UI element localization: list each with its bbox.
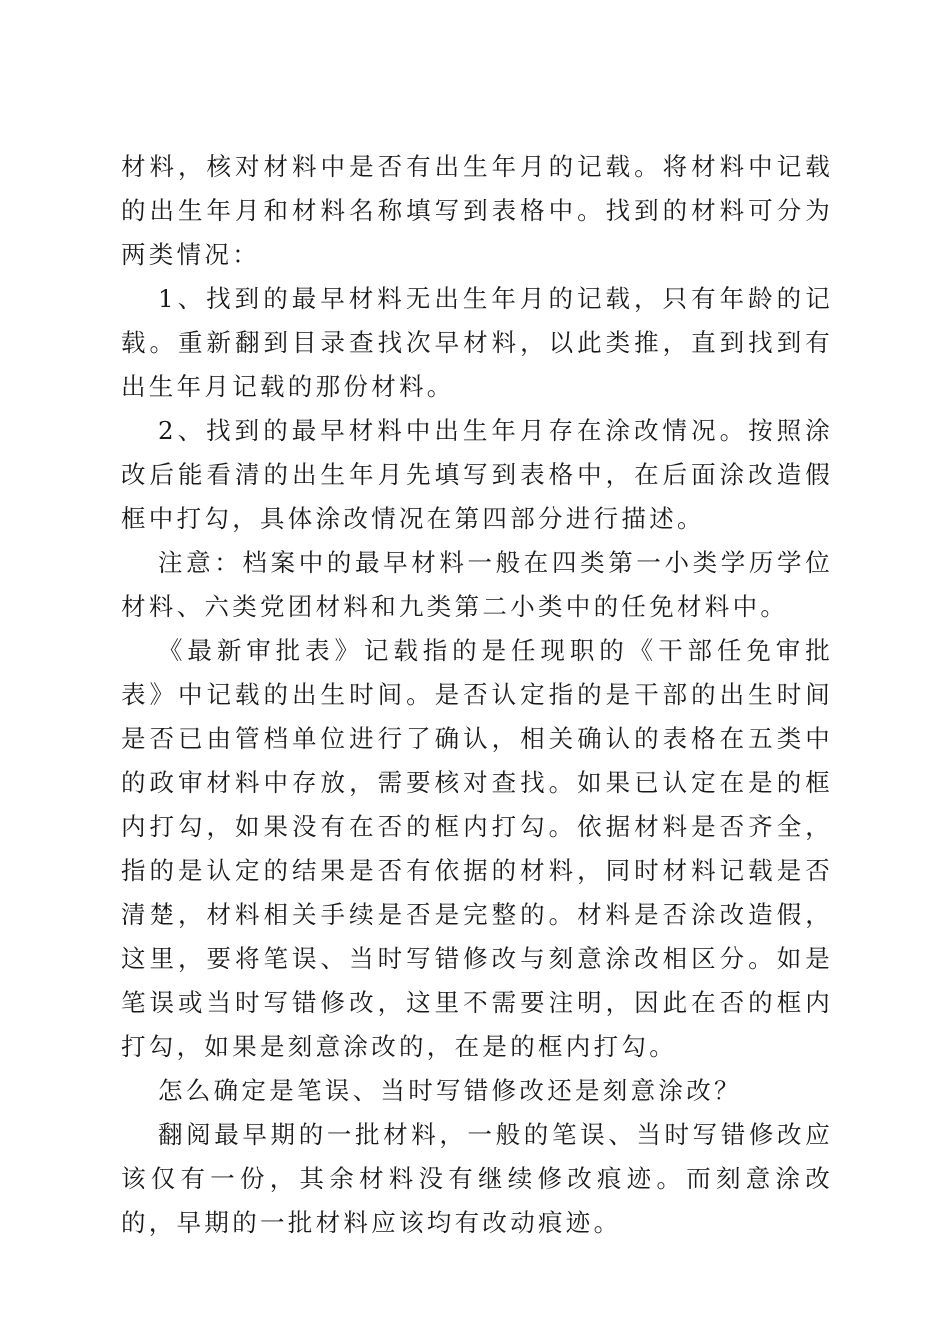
paragraph-continuation: 材料，核对材料中是否有出生年月的记载。将材料中记载的出生年月和材料名称填写到表格中。找到的材料可分为两类情况：: [121, 152, 833, 269]
paragraph-approval-form: 《最新审批表》记载指的是任现职的《干部任免审批表》中记载的出生时间。是否认定指的是干部的出生时间是否已由管档单位进行了确认，相关确认的表格在五类中的政审材料中存放，需要核对查找。如果已认定在是的框内打勾，如果没有在否的框内打勾。依据材料是否齐全，指的是认定的结果是否有依据的材料，同时材料记载是否清楚，材料相关手续是否是完整的。材料是否涂改造假，这里，要将笔误、当时写错修改与刻意涂改相区分。如是笔误或当时写错修改，这里不需要注明，因此在否的框内打勾，如果是刻意涂改的，在是的框内打勾。: [121, 636, 833, 1061]
paragraph-case-2: 2、找到的最早材料中出生年月存在涂改情况。按照涂改后能看清的出生年月先填写到表格中，在后面涂改造假框中打勾，具体涂改情况在第四部分进行描述。: [121, 416, 833, 533]
paragraph-note: 注意：档案中的最早材料一般在四类第一小类学历学位材料、六类党团材料和九类第二小类中的任免材料中。: [121, 548, 833, 621]
paragraph-answer: 翻阅最早期的一批材料，一般的笔误、当时写错修改应该仅有一份，其余材料没有继续修改痕迹。而刻意涂改的，早期的一批材料应该均有改动痕迹。: [121, 1120, 833, 1237]
paragraph-question: 怎么确定是笔误、当时写错修改还是刻意涂改？: [158, 1076, 742, 1105]
paragraph-case-1: 1、找到的最早材料无出生年月的记载，只有年龄的记载。重新翻到目录查找次早材料，以此类推，直到找到有出生年月记载的那份材料。: [121, 284, 833, 401]
document-body: [121, 145, 833, 1245]
